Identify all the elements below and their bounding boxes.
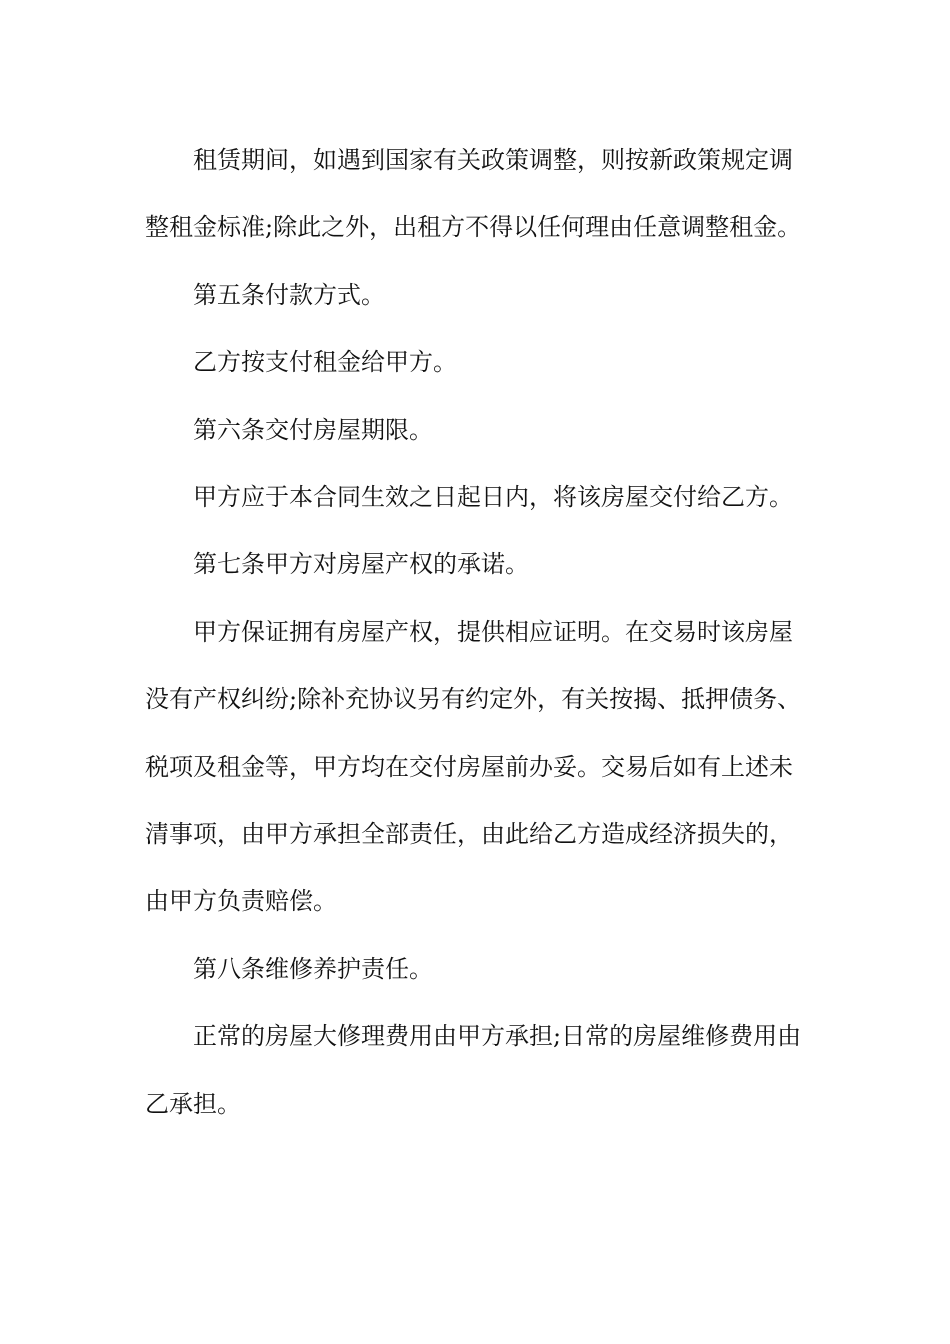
paragraph-property-rights	[145, 599, 815, 936]
paragraph-maintenance	[145, 1003, 815, 1138]
paragraph-delivery	[145, 464, 815, 531]
document-body	[145, 127, 815, 1138]
text-line: 正常的房屋大修理费用由甲方承担;日常的房屋维修费用由	[193, 1022, 802, 1051]
heading-article-5	[145, 262, 815, 329]
text-line: 清事项，由甲方承担全部责任，由此给乙方造成经济损失的，	[145, 820, 793, 849]
heading-article-7	[145, 531, 815, 598]
heading-article-8	[145, 936, 815, 1003]
heading-article-6	[145, 397, 815, 464]
text-line: 甲方应于本合同生效之日起日内，将该房屋交付给乙方。	[193, 483, 793, 512]
paragraph-rent-adjustment	[145, 127, 815, 262]
text-line: 乙方按支付租金给甲方。	[193, 348, 457, 377]
text-line: 乙承担。	[145, 1089, 241, 1118]
text-line: 由甲方负责赔偿。	[145, 887, 337, 916]
text-line: 第七条甲方对房屋产权的承诺。	[193, 550, 529, 579]
text-line: 甲方保证拥有房屋产权，提供相应证明。在交易时该房屋	[193, 617, 793, 646]
text-line: 租赁期间，如遇到国家有关政策调整，则按新政策规定调	[193, 146, 793, 174]
paragraph-payment	[145, 329, 815, 396]
text-line: 第五条付款方式。	[193, 280, 385, 309]
text-line: 没有产权纠纷;除补充协议另有约定外，有关按揭、抵押债务、	[145, 685, 802, 714]
text-line: 税项及租金等，甲方均在交付房屋前办妥。交易后如有上述未	[145, 752, 793, 781]
text-line: 整租金标准;除此之外，出租方不得以任何理由任意调整租金。	[145, 213, 802, 242]
text-line: 第六条交付房屋期限。	[193, 415, 433, 444]
text-line: 第八条维修养护责任。	[193, 954, 433, 983]
